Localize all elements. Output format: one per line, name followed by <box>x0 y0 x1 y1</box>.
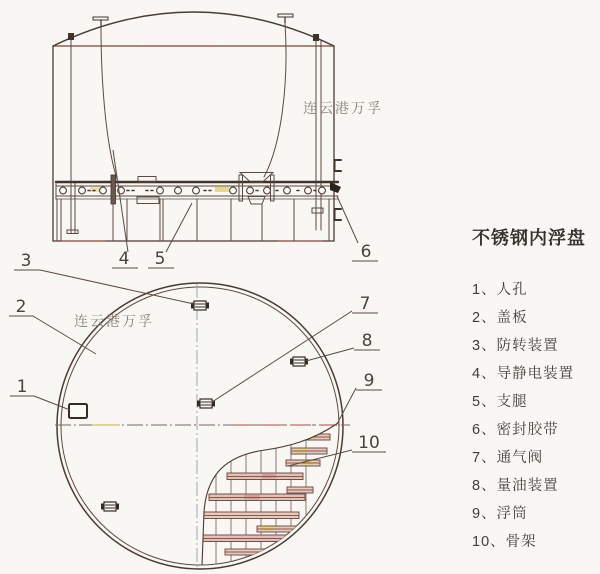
support-legs <box>57 199 329 241</box>
float-tubes <box>197 434 330 555</box>
legend-item-10: 10、骨架 <box>472 534 537 550</box>
callout-9: 9 <box>363 371 375 391</box>
deck-yellow-accent <box>215 187 229 192</box>
lower-left-fitting <box>102 502 119 511</box>
static-conduction-cable <box>101 26 118 182</box>
legend-item-7: 7、通气阀 <box>472 450 544 466</box>
leader-7 <box>212 311 352 402</box>
legend-item-4: 4、导静电装置 <box>472 366 575 382</box>
wall-bracket-upper <box>335 160 342 171</box>
callout-1: 1 <box>16 377 28 397</box>
legend-item-5: 5、支腿 <box>472 394 528 410</box>
callout-numbers <box>16 242 380 453</box>
anti-rotation-fitting <box>192 301 209 310</box>
roof-fitting-left-guide <box>67 33 78 234</box>
callout-6: 6 <box>360 242 372 262</box>
legend-item-2: 2、盖板 <box>472 310 528 326</box>
leader-1 <box>34 396 70 410</box>
watermark-elevation: 连云港万孚 <box>303 100 383 116</box>
leader-3 <box>40 270 194 304</box>
legend-item-6: 6、密封胶带 <box>472 422 559 438</box>
anti-rotation-plate <box>111 175 116 204</box>
roof-fitting-right-guide <box>312 34 323 230</box>
callout-4: 4 <box>118 249 130 269</box>
legend-item-3: 3、防转装置 <box>472 338 559 354</box>
callout-3: 3 <box>20 251 32 271</box>
callout-8: 8 <box>361 331 373 351</box>
watermark-plan: 连云港万孚 <box>74 313 154 329</box>
callout-2: 2 <box>15 297 27 317</box>
cutaway-section <box>197 420 338 568</box>
legend-panel <box>472 224 598 556</box>
floating-deck <box>56 182 338 199</box>
leader-8 <box>306 348 354 361</box>
seal-band <box>330 182 341 193</box>
callout-5: 5 <box>154 249 166 269</box>
manhole-plan <box>69 404 87 418</box>
oil-measuring-fitting <box>291 357 308 366</box>
wall-bracket-lower <box>335 209 342 220</box>
legend-item-9: 9、浮筒 <box>472 506 528 522</box>
vent-valve-fitting <box>198 399 215 408</box>
elevation-view <box>53 12 341 241</box>
leader-5 <box>166 203 192 252</box>
legend-item-1: 1、人孔 <box>472 282 528 298</box>
callout-10: 10 <box>358 433 380 453</box>
roof-fitting-right-tee <box>278 14 293 23</box>
legend-item-8: 8、量油装置 <box>472 478 559 494</box>
callout-7: 7 <box>359 294 371 314</box>
legend-title: 不锈钢内浮盘 <box>472 228 586 248</box>
